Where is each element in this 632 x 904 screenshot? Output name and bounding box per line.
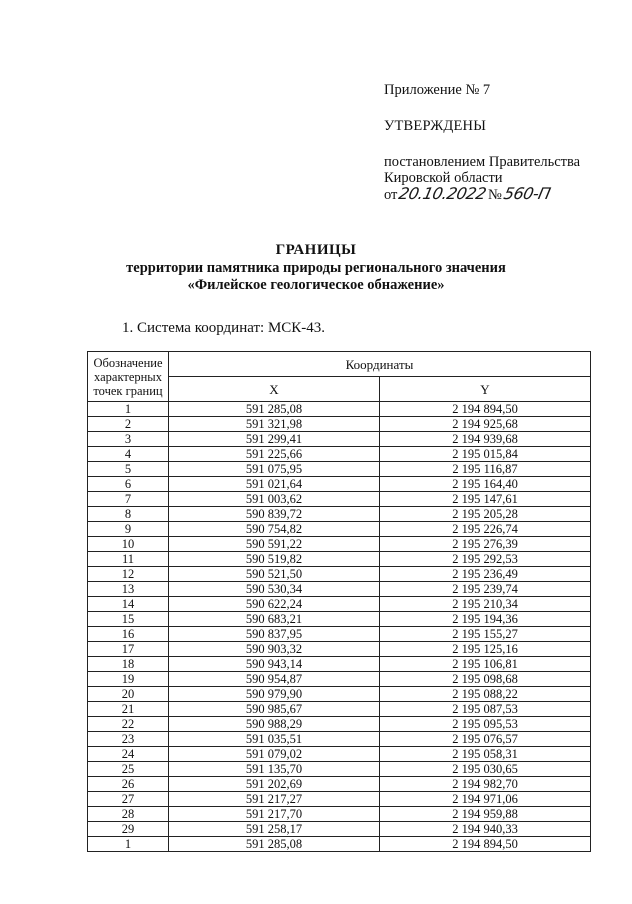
x-coordinate-cell: 590 839,72 <box>169 507 380 522</box>
table-row <box>88 687 591 702</box>
x-coordinate-cell: 591 217,27 <box>169 792 380 807</box>
table-header-row <box>88 352 591 377</box>
point-number-cell: 20 <box>88 687 169 702</box>
point-number-cell: 28 <box>88 807 169 822</box>
table-row <box>88 837 591 852</box>
x-coordinate-cell: 590 988,29 <box>169 717 380 732</box>
coordinates-table <box>87 351 591 852</box>
point-number-cell: 14 <box>88 597 169 612</box>
y-coordinate-cell: 2 194 959,88 <box>380 807 591 822</box>
y-coordinate-cell: 2 194 940,33 <box>380 822 591 837</box>
x-coordinate-cell: 591 285,08 <box>169 837 380 852</box>
point-number-cell: 26 <box>88 777 169 792</box>
x-coordinate-cell: 591 299,41 <box>169 432 380 447</box>
y-coordinate-cell: 2 194 894,50 <box>380 837 591 852</box>
header-y: Y <box>380 377 591 402</box>
point-number-cell: 21 <box>88 702 169 717</box>
x-coordinate-cell: 591 225,66 <box>169 447 380 462</box>
table-row <box>88 477 591 492</box>
table-row <box>88 777 591 792</box>
y-coordinate-cell: 2 195 155,27 <box>380 627 591 642</box>
y-coordinate-cell: 2 195 226,74 <box>380 522 591 537</box>
x-coordinate-cell: 590 954,87 <box>169 672 380 687</box>
table-row <box>88 627 591 642</box>
point-number-cell: 13 <box>88 582 169 597</box>
table-row <box>88 747 591 762</box>
appendix-label: Приложение № 7 <box>384 82 491 98</box>
y-coordinate-cell: 2 194 982,70 <box>380 777 591 792</box>
x-coordinate-cell: 591 321,98 <box>169 417 380 432</box>
y-coordinate-cell: 2 195 239,74 <box>380 582 591 597</box>
x-coordinate-cell: 591 202,69 <box>169 777 380 792</box>
table-row <box>88 762 591 777</box>
point-number-cell: 7 <box>88 492 169 507</box>
y-coordinate-cell: 2 195 095,53 <box>380 717 591 732</box>
x-coordinate-cell: 590 519,82 <box>169 552 380 567</box>
x-coordinate-cell: 591 135,70 <box>169 762 380 777</box>
table-row <box>88 417 591 432</box>
point-number-cell: 24 <box>88 747 169 762</box>
point-number-cell: 23 <box>88 732 169 747</box>
x-coordinate-cell: 591 075,95 <box>169 462 380 477</box>
decree-line-1: постановлением Правительства <box>384 154 581 170</box>
table-row <box>88 597 591 612</box>
point-number-cell: 6 <box>88 477 169 492</box>
y-coordinate-cell: 2 195 076,57 <box>380 732 591 747</box>
table-row <box>88 822 591 837</box>
table-row <box>88 492 591 507</box>
table-row <box>88 507 591 522</box>
table-row <box>88 567 591 582</box>
point-number-cell: 3 <box>88 432 169 447</box>
x-coordinate-cell: 591 003,62 <box>169 492 380 507</box>
x-coordinate-cell: 590 530,34 <box>169 582 380 597</box>
table-row <box>88 792 591 807</box>
decree-line-2: Кировской области <box>384 170 503 186</box>
table-row <box>88 582 591 597</box>
x-coordinate-cell: 590 979,90 <box>169 687 380 702</box>
x-coordinate-cell: 590 754,82 <box>169 522 380 537</box>
document-title: ГРАНИЦЫ <box>275 242 357 258</box>
x-coordinate-cell: 590 985,67 <box>169 702 380 717</box>
x-coordinate-cell: 591 079,02 <box>169 747 380 762</box>
point-number-cell: 1 <box>88 402 169 417</box>
table-row <box>88 732 591 747</box>
y-coordinate-cell: 2 195 194,36 <box>380 612 591 627</box>
x-coordinate-cell: 591 021,64 <box>169 477 380 492</box>
point-number-cell: 17 <box>88 642 169 657</box>
point-number-cell: 1 <box>88 837 169 852</box>
table-row <box>88 447 591 462</box>
y-coordinate-cell: 2 195 210,34 <box>380 597 591 612</box>
handwritten-date: 20.10.2022 <box>397 184 489 203</box>
header-coordinates: Координаты <box>169 352 591 377</box>
table-row <box>88 402 591 417</box>
y-coordinate-cell: 2 195 106,81 <box>380 657 591 672</box>
y-coordinate-cell: 2 195 087,53 <box>380 702 591 717</box>
x-coordinate-cell: 591 258,17 <box>169 822 380 837</box>
table-row <box>88 537 591 552</box>
point-number-cell: 5 <box>88 462 169 477</box>
table-row <box>88 432 591 447</box>
x-coordinate-cell: 591 035,51 <box>169 732 380 747</box>
point-number-cell: 8 <box>88 507 169 522</box>
header-point: Обозначение характерных точек границ <box>88 352 169 402</box>
table-row <box>88 642 591 657</box>
y-coordinate-cell: 2 195 058,31 <box>380 747 591 762</box>
table-body <box>88 402 591 852</box>
x-coordinate-cell: 591 217,70 <box>169 807 380 822</box>
point-number-cell: 25 <box>88 762 169 777</box>
y-coordinate-cell: 2 195 164,40 <box>380 477 591 492</box>
document-heading <box>0 241 632 294</box>
y-coordinate-cell: 2 194 925,68 <box>380 417 591 432</box>
y-coordinate-cell: 2 195 015,84 <box>380 447 591 462</box>
decree-date-line <box>384 186 619 203</box>
point-number-cell: 19 <box>88 672 169 687</box>
y-coordinate-cell: 2 195 292,53 <box>380 552 591 567</box>
x-coordinate-cell: 590 903,32 <box>169 642 380 657</box>
point-number-cell: 18 <box>88 657 169 672</box>
point-number-cell: 4 <box>88 447 169 462</box>
x-coordinate-cell: 591 285,08 <box>169 402 380 417</box>
table-row <box>88 807 591 822</box>
point-number-cell: 9 <box>88 522 169 537</box>
point-number-cell: 27 <box>88 792 169 807</box>
y-coordinate-cell: 2 195 030,65 <box>380 762 591 777</box>
y-coordinate-cell: 2 195 116,87 <box>380 462 591 477</box>
y-coordinate-cell: 2 195 147,61 <box>380 492 591 507</box>
x-coordinate-cell: 590 943,14 <box>169 657 380 672</box>
x-coordinate-cell: 590 521,50 <box>169 567 380 582</box>
y-coordinate-cell: 2 195 276,39 <box>380 537 591 552</box>
approved-label: УТВЕРЖДЕНЫ <box>384 118 487 134</box>
coordinate-system-label: 1. Система координат: МСК-43. <box>122 320 326 336</box>
x-coordinate-cell: 590 622,24 <box>169 597 380 612</box>
handwritten-number: 560-П <box>501 184 552 203</box>
y-coordinate-cell: 2 195 205,28 <box>380 507 591 522</box>
table-row <box>88 612 591 627</box>
table-row <box>88 672 591 687</box>
table-row <box>88 522 591 537</box>
y-coordinate-cell: 2 194 971,06 <box>380 792 591 807</box>
approval-block <box>384 82 619 203</box>
x-coordinate-cell: 590 683,21 <box>169 612 380 627</box>
y-coordinate-cell: 2 195 098,68 <box>380 672 591 687</box>
y-coordinate-cell: 2 194 894,50 <box>380 402 591 417</box>
x-coordinate-cell: 590 591,22 <box>169 537 380 552</box>
number-sign: № <box>488 187 502 203</box>
table-row <box>88 462 591 477</box>
point-number-cell: 16 <box>88 627 169 642</box>
point-number-cell: 15 <box>88 612 169 627</box>
point-number-cell: 29 <box>88 822 169 837</box>
y-coordinate-cell: 2 195 125,16 <box>380 642 591 657</box>
point-number-cell: 10 <box>88 537 169 552</box>
table-row <box>88 717 591 732</box>
title-line-3: «Филейское геологическое обнажение» <box>187 277 445 293</box>
date-prefix: от <box>384 187 398 203</box>
point-number-cell: 22 <box>88 717 169 732</box>
title-line-2: территории памятника природы регионального значения <box>126 260 506 276</box>
y-coordinate-cell: 2 194 939,68 <box>380 432 591 447</box>
point-number-cell: 11 <box>88 552 169 567</box>
table-row <box>88 657 591 672</box>
table-row <box>88 552 591 567</box>
table-row <box>88 702 591 717</box>
header-x: X <box>169 377 380 402</box>
y-coordinate-cell: 2 195 088,22 <box>380 687 591 702</box>
point-number-cell: 2 <box>88 417 169 432</box>
y-coordinate-cell: 2 195 236,49 <box>380 567 591 582</box>
point-number-cell: 12 <box>88 567 169 582</box>
x-coordinate-cell: 590 837,95 <box>169 627 380 642</box>
